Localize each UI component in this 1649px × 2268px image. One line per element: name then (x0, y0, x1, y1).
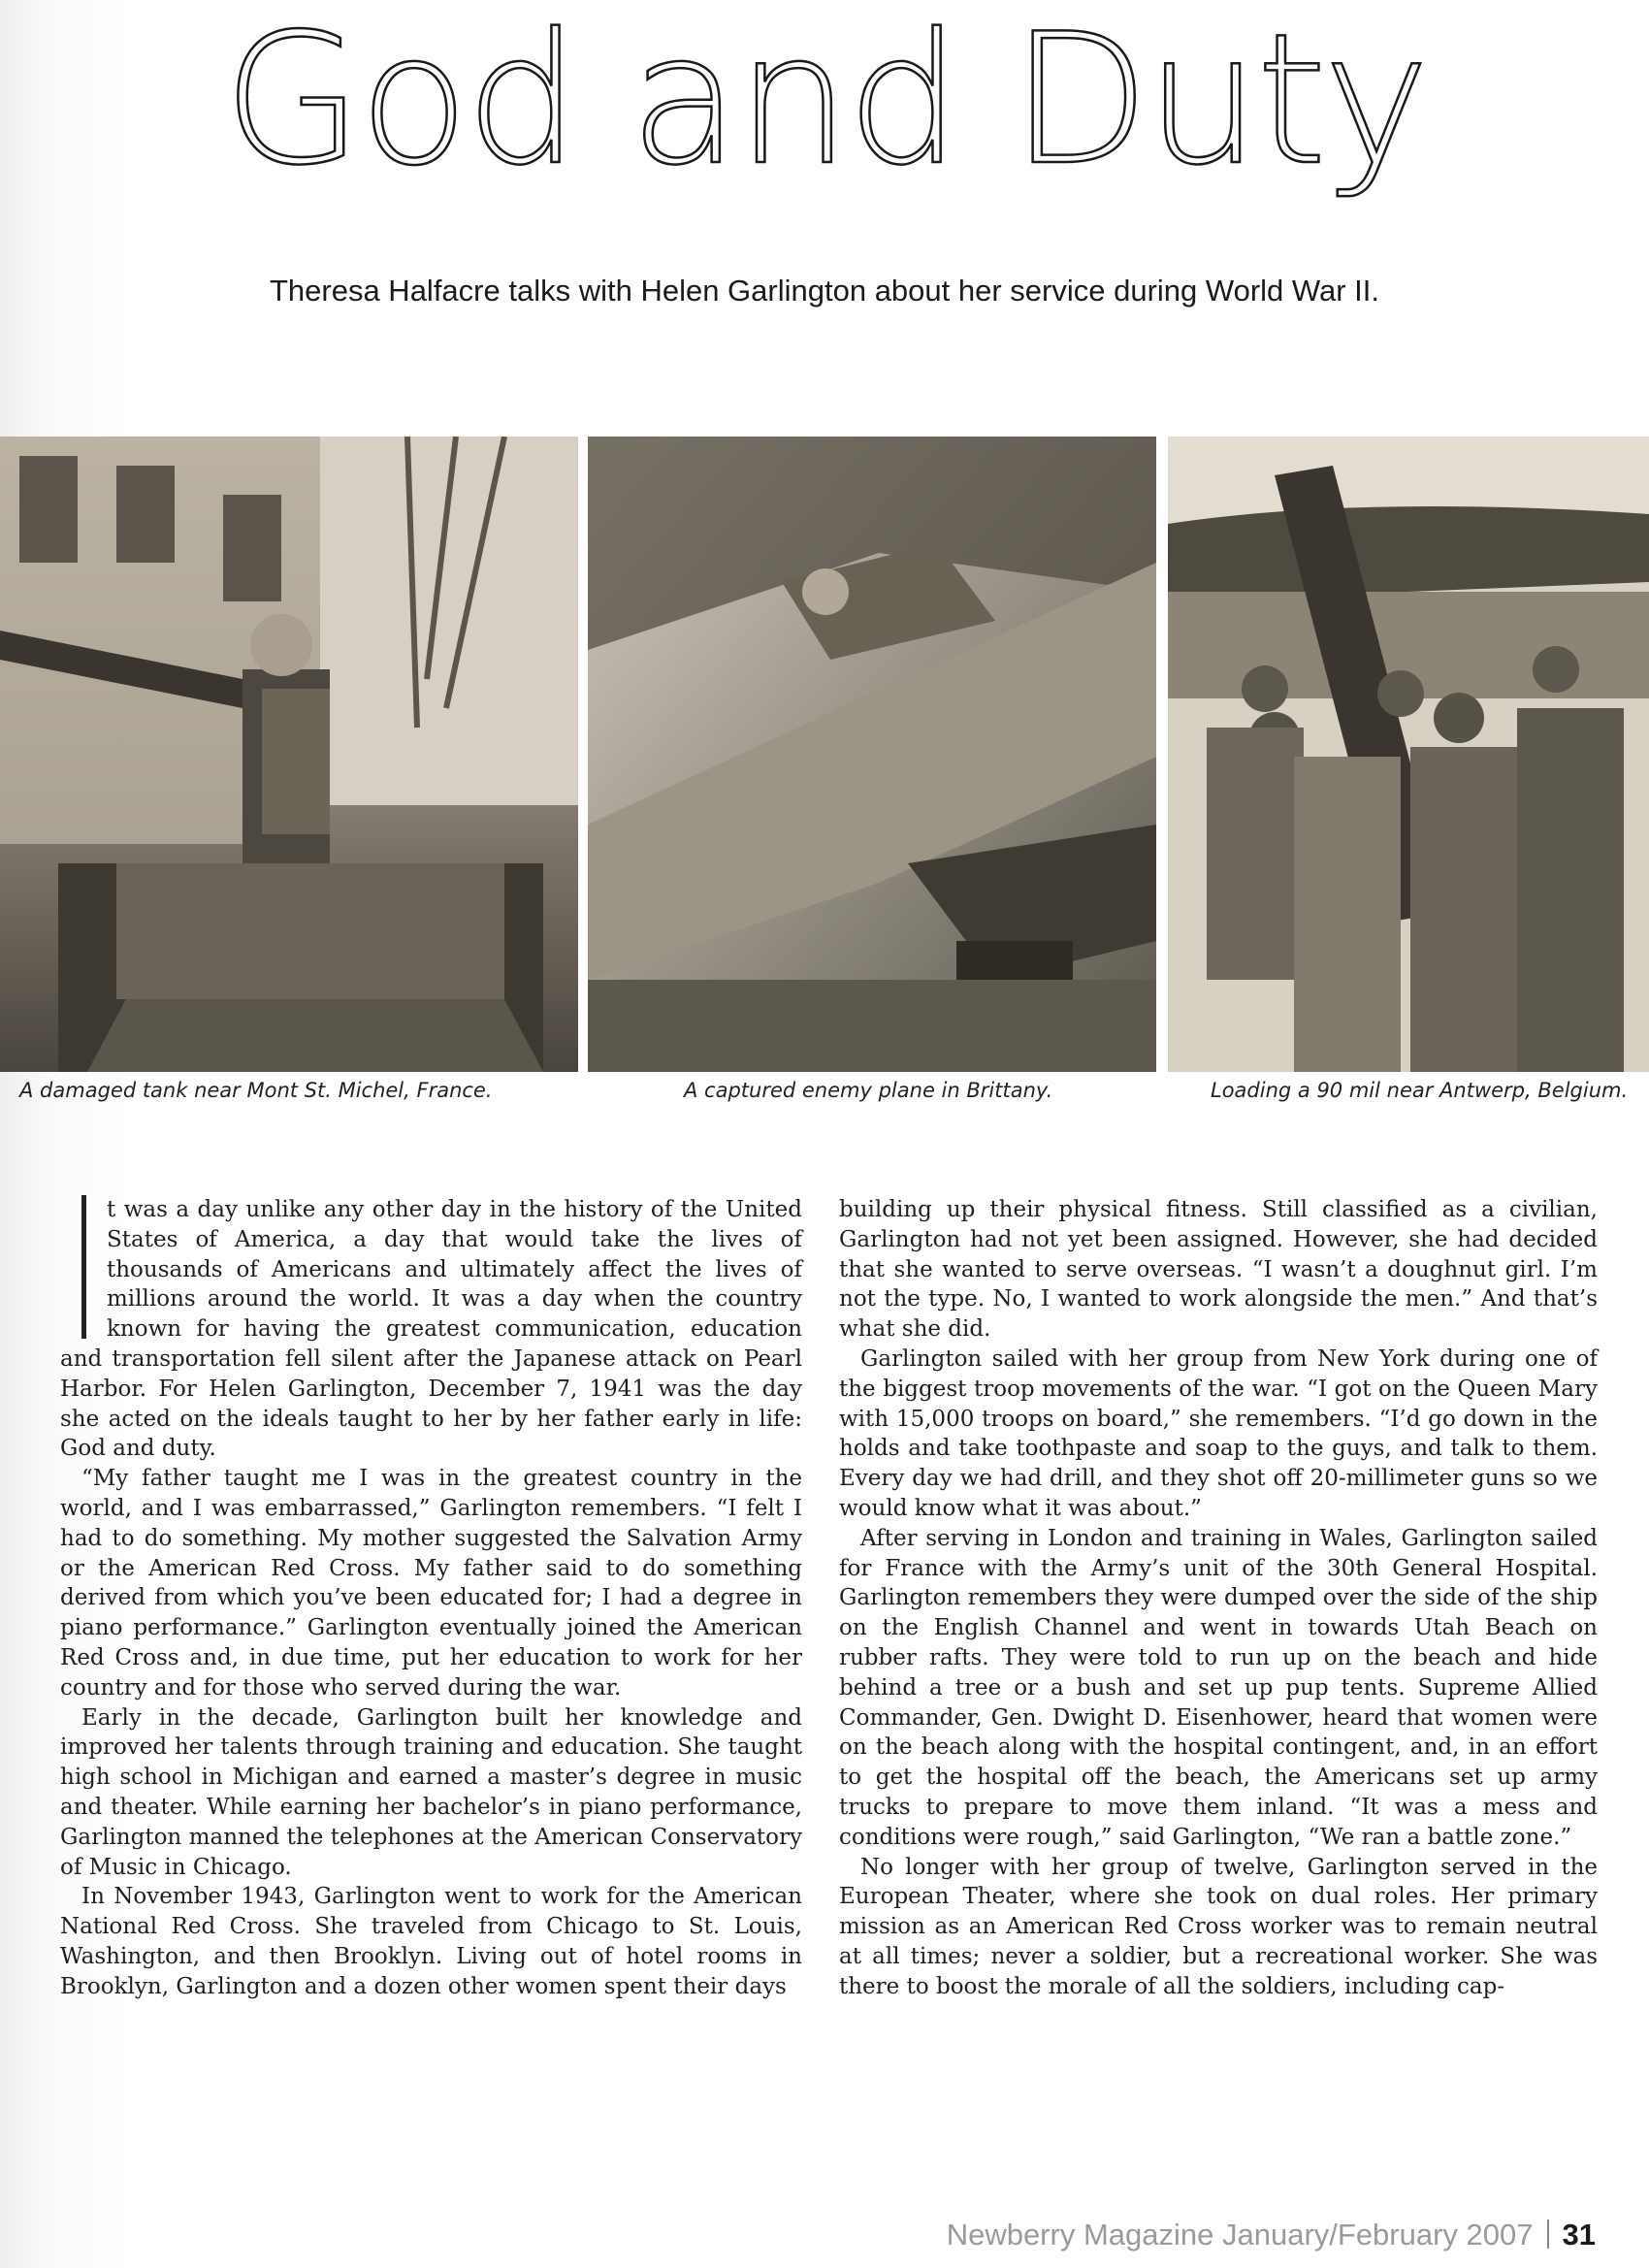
article-column-left (60, 1195, 802, 2002)
photo-gun-image (1168, 437, 1649, 1072)
photo-plane (588, 437, 1156, 1072)
photo-caption-plane: A captured enemy plane in Brittany. (684, 1079, 1053, 1102)
article-paragraph: building up their physical fitness. Still classified as a civilian, Garlington had not yet been assigned. However, she had decided that she wanted to serve overseas. “I wasn’t a doughnut girl. I’m not the type. No, I wanted to work alongside the men.” And that’s what she did. (839, 1197, 1598, 1343)
publication-name: Newberry Magazine (946, 2218, 1214, 2252)
article-paragraph: “My father taught me I was in the greatest country in the world, and I was embarrassed,” Garlington remembers. “I felt I had to do something. My mother suggested the Salvation Army or the American Red Cross. My father said to do something derived from which you’ve been educated for; I had a degree in piano performance.” Garlington eventually joined the American Red Cross and, in due time, put her education to work for her country and for those who served during the war. (60, 1466, 802, 1701)
issue-date: January/February 2007 (1221, 2218, 1534, 2252)
page-footer (0, 2218, 1596, 2252)
article-paragraph: t was a day unlike any other day in the history of the United States of America, a day that would take the lives of thousands of Americans and ultimately affect the lives of millions around the world. It was a day when the country known for having the greatest communication, education and transportation fell silent after the Japanese attack on Pearl Harbor. For Helen Garlington, December 7, 1941 was the day she acted on the ideals taught to her by her father early in life: God and duty. (60, 1197, 802, 1462)
photo-plane-image (588, 437, 1156, 1072)
article-paragraph: In November 1943, Garlington went to work for the American National Red Cross. She traveled from Chicago to St. Louis, Washington, and then Brooklyn. Living out of hotel rooms in Brooklyn, Garlington and a dozen other women spent their days (60, 1884, 802, 1999)
drop-cap (60, 1195, 99, 1341)
photo-caption-gun: Loading a 90 mil near Antwerp, Belgium. (1211, 1079, 1629, 1102)
article-subtitle: Theresa Halfacre talks with Helen Garlington about her service during World War II. (269, 274, 1380, 308)
photo-tank-image (0, 437, 578, 1072)
photo-caption-tank: A damaged tank near Mont St. Michel, France. (19, 1079, 493, 1102)
article-title: God and Duty (222, 0, 1427, 205)
article-column-right (839, 1195, 1598, 2002)
article-paragraph: Garlington sailed with her group from New York during one of the biggest troop movements of the war. “I got on the Queen Mary with 15,000 troops on board,” she remembers. “I’d go down in the holds and take toothpaste and soap to the guys, and talk to them. Every day we had drill, and they shot off 20-millimeter guns so we would know what it was about.” (839, 1345, 1598, 1521)
article-paragraph: No longer with her group of twelve, Garlington served in the European Theater, where she took on dual roles. Her primary mission as an American Red Cross worker was to remain neutral at all times; never a soldier, but a recreational worker. She was there to boost the morale of all the soldiers, including cap- (839, 1854, 1598, 1999)
article-paragraph: After serving in London and training in Wales, Garlington sailed for France with the Army’s unit of the 30th General Hospital. Garlington remembers they were dumped over the side of the ship on the English Channel and went in towards Utah Beach on rubber rafts. They were told to run up on the beach and hide behind a tree or a bush and set up pup tents. Supreme Allied Commander, Gen. Dwight D. Eisenhower, heard that women were on the beach along with the hospital contingent, and, in an effort to get the hospital off the beach, the Americans set up army trucks to prepare to move them inland. “It was a mess and conditions were rough,” said Garlington, “We ran a battle zone.” (839, 1525, 1598, 1850)
page-number: 31 (1562, 2218, 1596, 2252)
footer-divider (1547, 2219, 1549, 2249)
article-paragraph: Early in the decade, Garlington built her knowledge and improved her talents through training and education. She taught high school in Michigan and earned a master’s degree in music and theater. While earning her bachelor’s in piano performance, Garlington manned the telephones at the American Conservatory of Music in Chicago. (60, 1704, 802, 1880)
photo-tank (0, 437, 578, 1072)
photo-gun (1168, 437, 1649, 1072)
